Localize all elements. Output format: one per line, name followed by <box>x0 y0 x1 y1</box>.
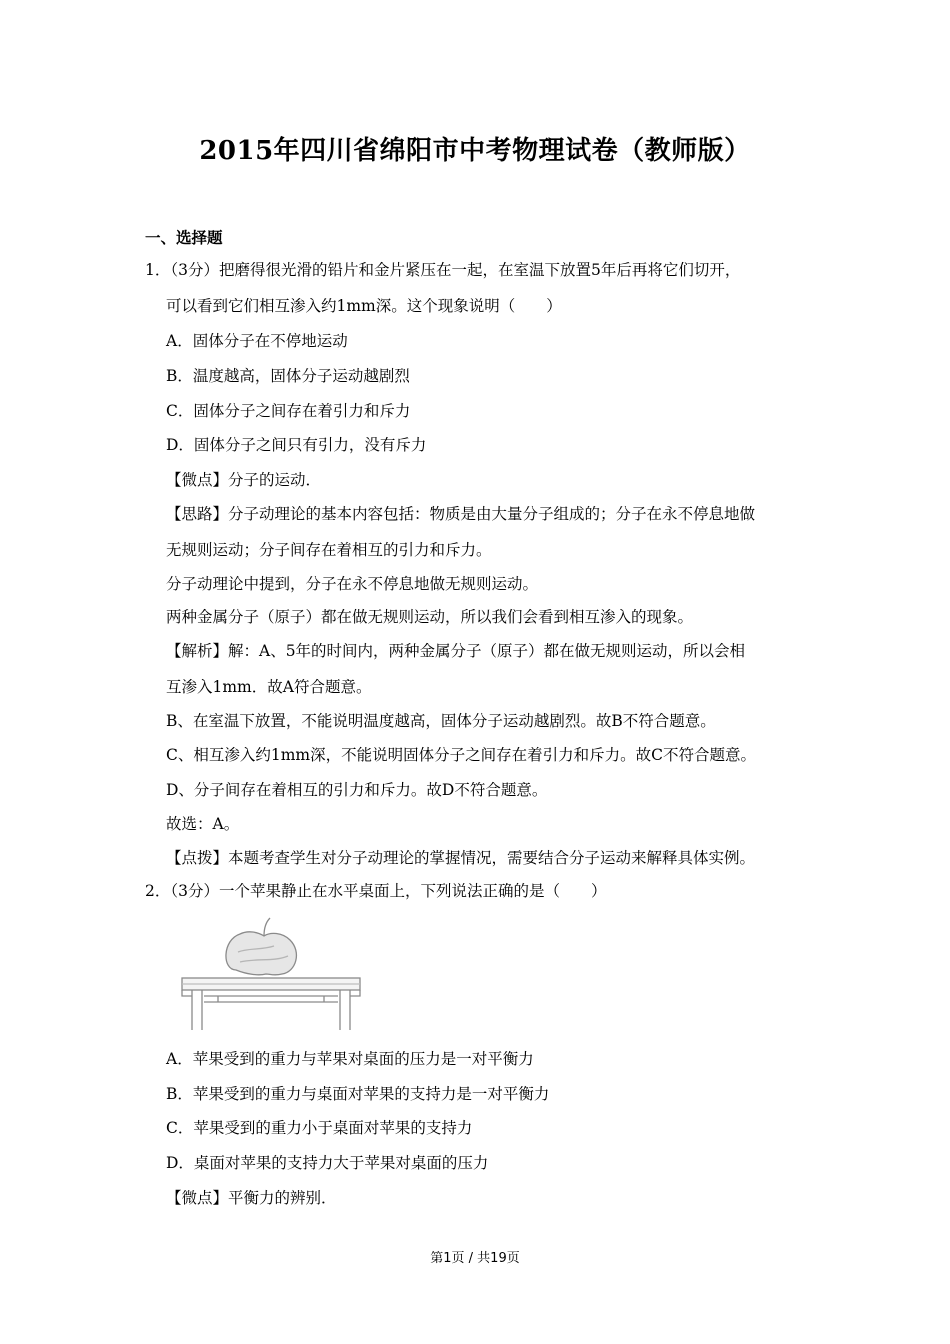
q1-jiexi-line3: B、在室温下放置，不能说明温度越高，固体分子运动越剧烈。故B不符合题意。 <box>166 712 716 730</box>
q1-silu-line2: 无规则运动；分子间存在着相互的引力和斥力。 <box>166 541 492 559</box>
apple-shape <box>226 932 296 975</box>
q1-silu-line4: 两种金属分子（原子）都在做无规则运动，所以我们会看到相互渗入的现象。 <box>166 608 694 626</box>
q2-option-a: A．苹果受到的重力与苹果对桌面的压力是一对平衡力 <box>166 1050 534 1068</box>
q1-jiexi-line5: D、分子间存在着相互的引力和斥力。故D不符合题意。 <box>166 781 548 799</box>
apple-on-table-figure <box>178 912 368 1037</box>
q1-option-a: A．固体分子在不停地运动 <box>166 332 348 350</box>
q1-jiexi-line2: 互渗入1mm．故A符合题意。 <box>166 678 372 696</box>
q1-silu-line3: 分子动理论中提到，分子在永不停息地做无规则运动。 <box>166 575 539 593</box>
q1-option-b: B．温度越高，固体分子运动越剧烈 <box>166 367 410 385</box>
q2-option-d: D．桌面对苹果的支持力大于苹果对桌面的压力 <box>166 1154 489 1172</box>
q1-jiexi-line4: C、相互渗入约1mm深，不能说明固体分子之间存在着引力和斥力。故C不符合题意。 <box>166 746 756 764</box>
q1-stem-line2: 可以看到它们相互渗入约1mm深。这个现象说明（ ） <box>166 297 562 315</box>
q1-answer: 故选：A。 <box>166 815 240 833</box>
table-leg-right <box>340 990 350 1030</box>
q2-weidian: 【微点】平衡力的辨别． <box>166 1189 337 1207</box>
q1-jiexi-line1: 【解析】解：A、5年的时间内，两种金属分子（原子）都在做无规则运动，所以会相 <box>166 642 746 660</box>
q1-dianbo: 【点拨】本题考查学生对分子动理论的掌握情况，需要结合分子运动来解释具体实例。 <box>166 849 756 867</box>
page-footer: 第1页 / 共19页 <box>430 1251 520 1266</box>
q2-option-b: B．苹果受到的重力与桌面对苹果的支持力是一对平衡力 <box>166 1085 550 1103</box>
q1-stem-line1: 1．（3分）把磨得很光滑的铅片和金片紧压在一起，在室温下放置5年后再将它们切开， <box>145 261 741 279</box>
q1-silu-line1: 【思路】分子动理论的基本内容包括：物质是由大量分子组成的；分子在永不停息地做 <box>166 505 756 523</box>
q2-option-c: C．苹果受到的重力小于桌面对苹果的支持力 <box>166 1119 473 1137</box>
table-leg-left <box>192 990 202 1030</box>
q1-option-d: D．固体分子之间只有引力，没有斥力 <box>166 436 427 454</box>
q1-option-c: C．固体分子之间存在着引力和斥力 <box>166 402 411 420</box>
page-title: 2015年四川省绵阳市中考物理试卷（教师版） <box>199 136 751 166</box>
section-heading: 一、选择题 <box>145 228 223 247</box>
q2-stem: 2．（3分）一个苹果静止在水平桌面上，下列说法正确的是（ ） <box>145 882 607 900</box>
q1-weidian: 【微点】分子的运动． <box>166 471 322 489</box>
